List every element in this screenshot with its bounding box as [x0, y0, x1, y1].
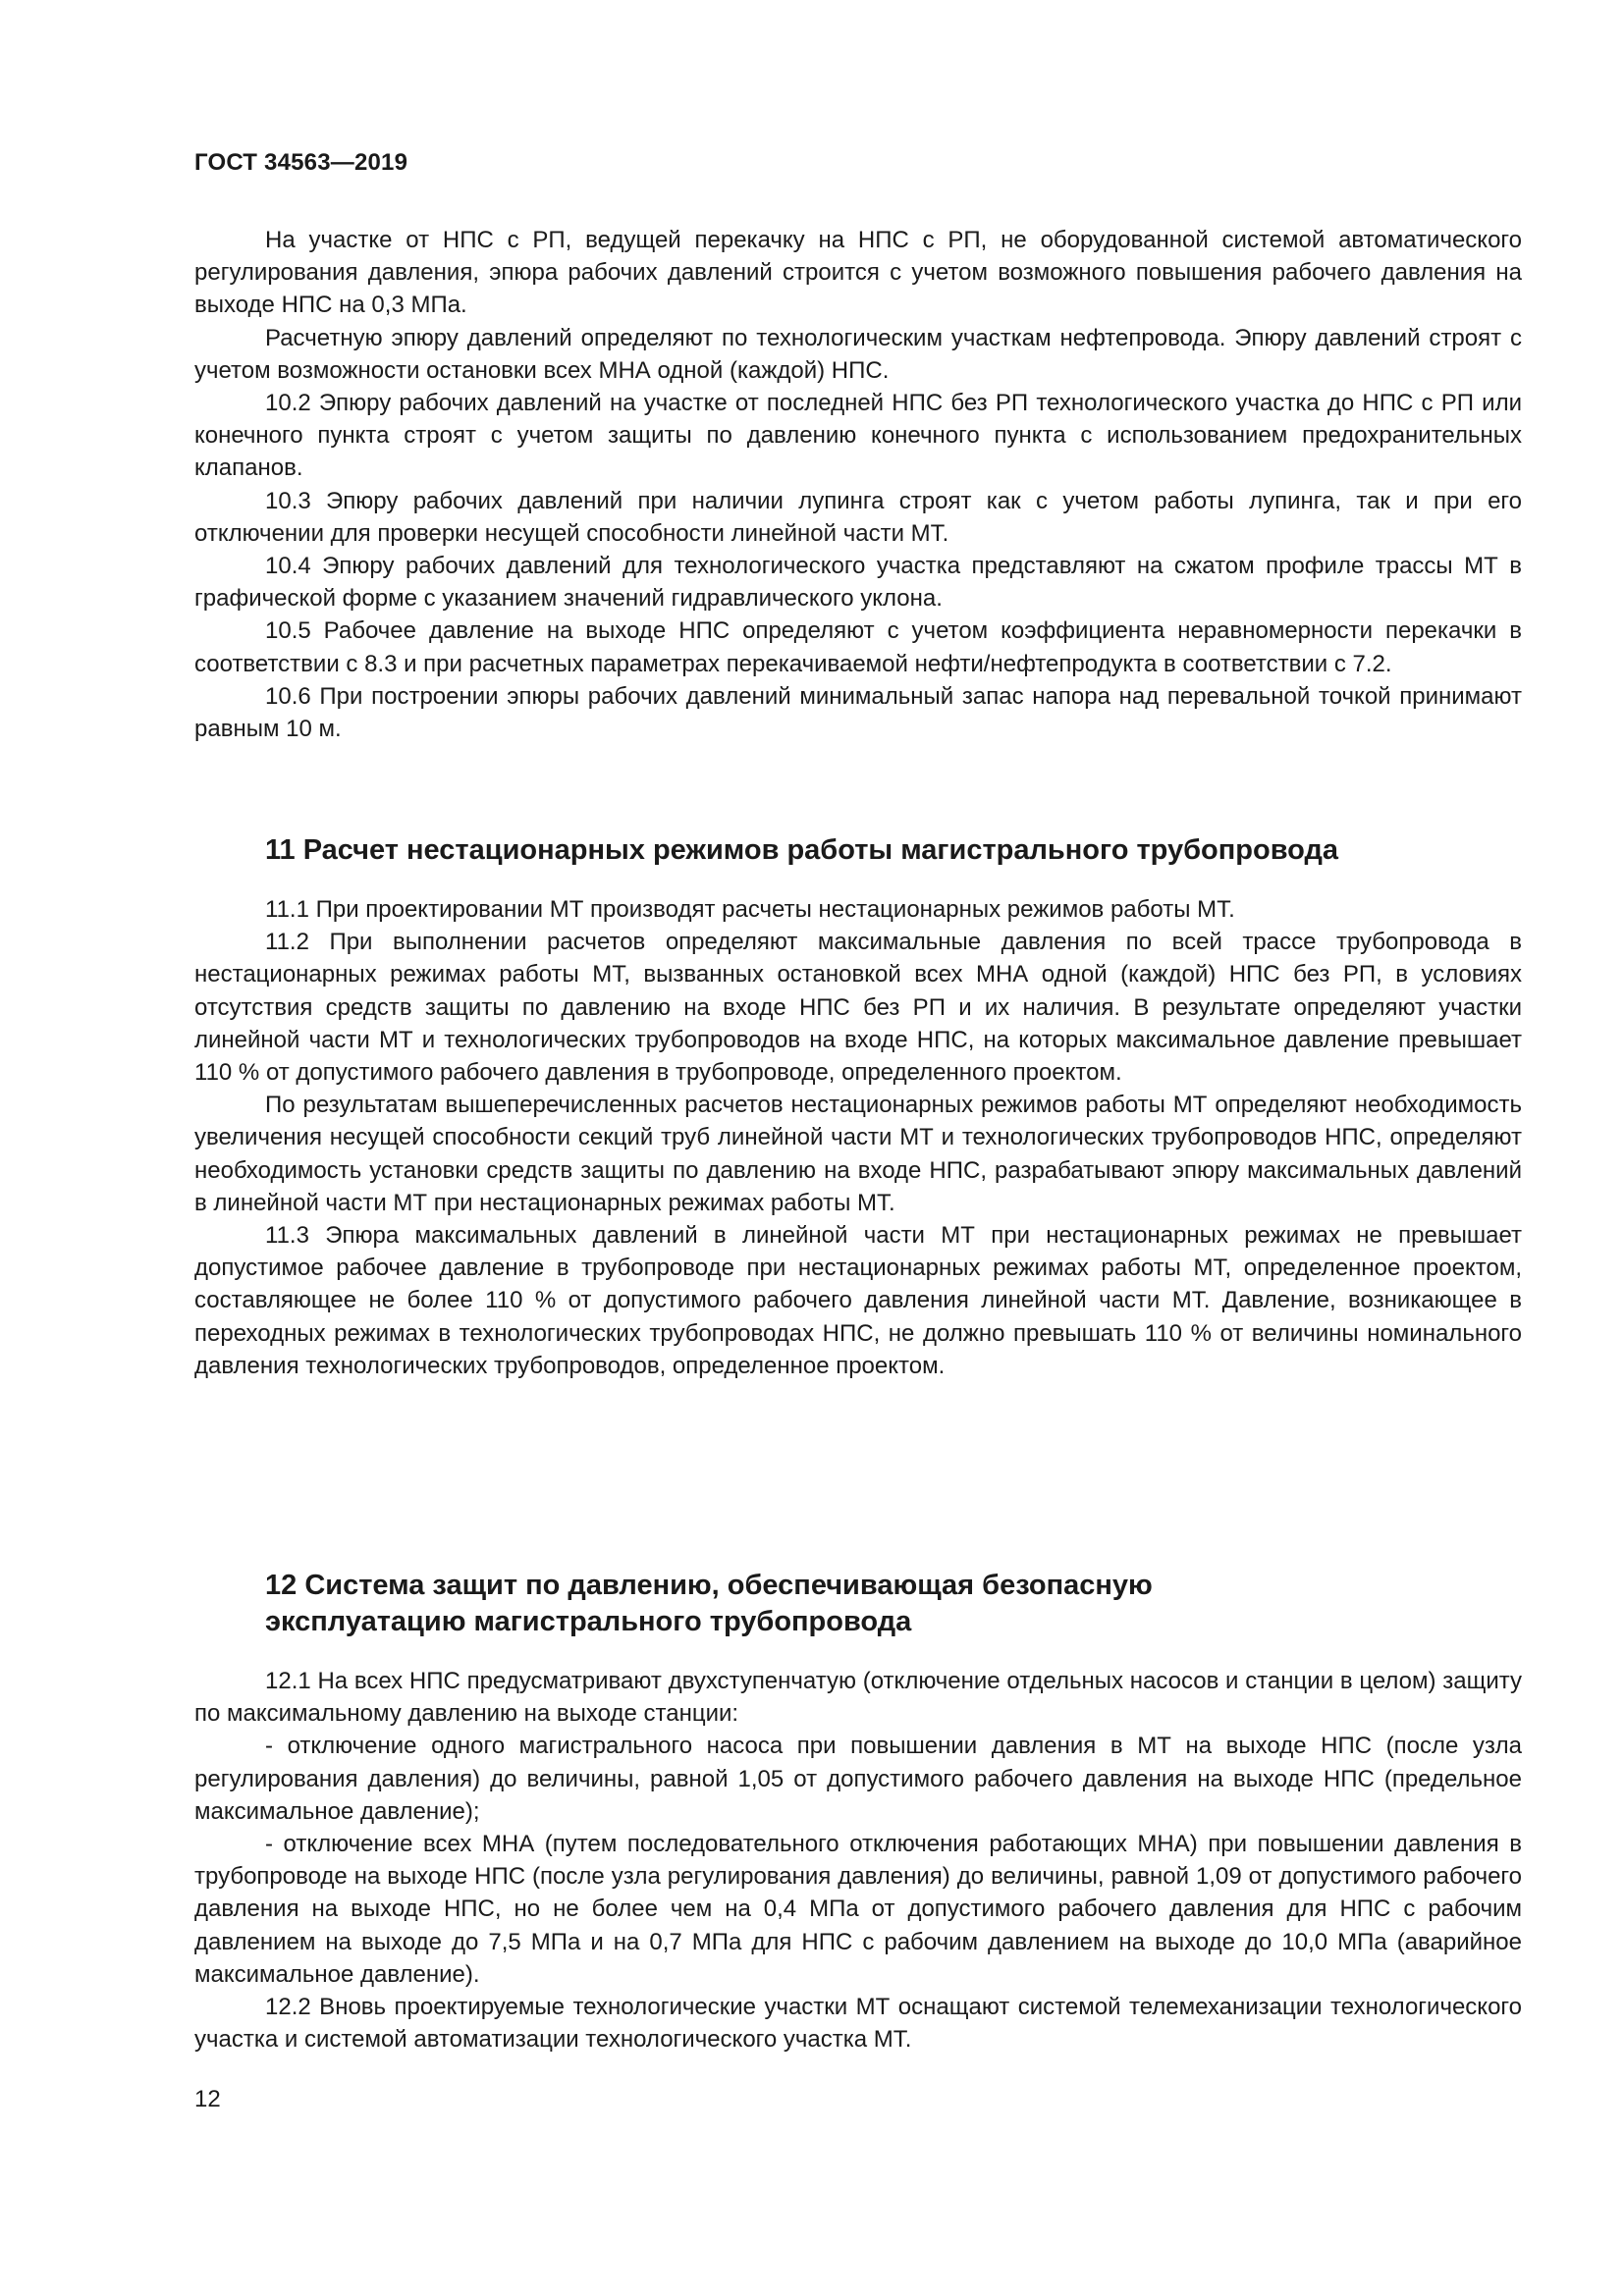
list-item: - отключение одного магистрального насоса при повышении давления в МТ на выходе НПС (после узла регулирования давления) до величины, равной 1,05 от допустимого рабочего давления на выходе НПС (предельное максимальное давление);	[194, 1733, 1522, 1825]
section-11-title: 11 Расчет нестационарных режимов работы магистрального трубопровода	[265, 834, 1339, 866]
paragraph: 10.6 При построении эпюры рабочих давлений минимальный запас напора над перевальной точкой принимают равным 10 м.	[194, 682, 1522, 743]
document-header: ГОСТ 34563—2019	[194, 149, 408, 176]
paragraph: 10.5 Рабочее давление на выходе НПС определяют с учетом коэффициента неравномерности перекачки в соответствии с 8.3 и при расчетных параметрах перекачиваемой нефти/нефтепродукта в соответствии с 7.2.	[194, 617, 1522, 677]
paragraph: 12.1 На всех НПС предусматривают двухступенчатую (отключение отдельных насосов и станции в целом) защиту по максимальному давлению на выходе станции:	[194, 1668, 1522, 1728]
paragraph: 10.3 Эпюру рабочих давлений при наличии лупинга строят как с учетом работы лупинга, так и при его отключении для проверки несущей способности линейной части МТ.	[194, 487, 1522, 547]
page-number: 12	[194, 2086, 221, 2112]
paragraph: Расчетную эпюру давлений определяют по технологическим участкам нефтепровода. Эпюру давлений строят с учетом возможности остановки всех МНА одной (каждой) НПС.	[194, 324, 1522, 384]
paragraph: По результатам вышеперечисленных расчетов нестационарных режимов работы МТ определяют необходимость увеличения несущей способности секций труб линейной части МТ и технологических трубопроводов НПС, определяют необходимость установки средств защиты по давлению на входе НПС, разрабатывают эпюру максимальных давлений в линейной части МТ при нестационарных режимах работы МТ.	[194, 1092, 1522, 1216]
paragraph: 12.2 Вновь проектируемые технологические участки МТ оснащают системой телемеханизации технологического участка и системой автоматизации технологического участка МТ.	[194, 1994, 1522, 2054]
paragraph: На участке от НПС с РП, ведущей перекачку на НПС с РП, не оборудованной системой автоматического регулирования давления, эпюра рабочих давлений строится с учетом возможного повышения рабочего давления на выходе НПС на 0,3 МПа.	[194, 227, 1522, 319]
section-11-body	[194, 893, 1522, 1382]
paragraph: 10.4 Эпюру рабочих давлений для технологического участка представляют на сжатом профиле трассы МТ в графической форме с указанием значений гидравлического уклона.	[194, 553, 1522, 613]
section-12-title	[265, 1568, 1522, 1640]
list-item: - отключение всех МНА (путем последовательного отключения работающих МНА) при повышении давления в трубопроводе на выходе НПС (после узла регулирования давления) до величины, равной 1,09 от допустимого рабочего давления на выходе НПС, но не более чем на 0,4 МПа от допустимого рабочего давления для НПС с рабочим давлением на выходе до 7,5 МПа и на 0,7 МПа для НПС с рабочим давлением на выходе до 10,0 МПа (аварийное максимальное давление).	[194, 1831, 1522, 1988]
paragraph: 10.2 Эпюру рабочих давлений на участке от последней НПС без РП технологического участка до НПС с РП или конечного пункта строят с учетом защиты по давлению конечного пункта с использованием предохранительных клапанов.	[194, 390, 1522, 482]
section-12-title-line-2: эксплуатацию магистрального трубопровода	[265, 1606, 912, 1637]
section-12-title-line-1: 12 Система защит по давлению, обеспечивающая безопасную	[265, 1570, 1153, 1601]
section-10-continuation	[194, 224, 1522, 745]
paragraph: 11.1 При проектировании МТ производят расчеты нестационарных режимов работы МТ.	[265, 896, 1235, 923]
paragraph: 11.3 Эпюра максимальных давлений в линейной части МТ при нестационарных режимах не превышает допустимое рабочее давление в трубопроводе при нестационарных режимах работы МТ, определенное проектом, составляющее не более 110 % от допустимого рабочего давления линейной части МТ. Давление, возникающее в переходных режимах в технологических трубопроводах НПС, не должно превышать 110 % от величины номинального давления технологических трубопроводов, определенное проектом.	[194, 1222, 1522, 1379]
paragraph: 11.2 При выполнении расчетов определяют максимальные давления по всей трассе трубопровода в нестационарных режимах работы МТ, вызванных остановкой всех МНА одной (каждой) НПС без РП, в условиях отсутствия средств защиты по давлению на входе НПС без РП и их наличия. В результате определяют участки линейной части МТ и технологических трубопроводов на входе НПС, на которых максимальное давление превышает 110 % от допустимого рабочего давления в трубопроводе, определенного проектом.	[194, 929, 1522, 1087]
section-12-body	[194, 1665, 1522, 2056]
